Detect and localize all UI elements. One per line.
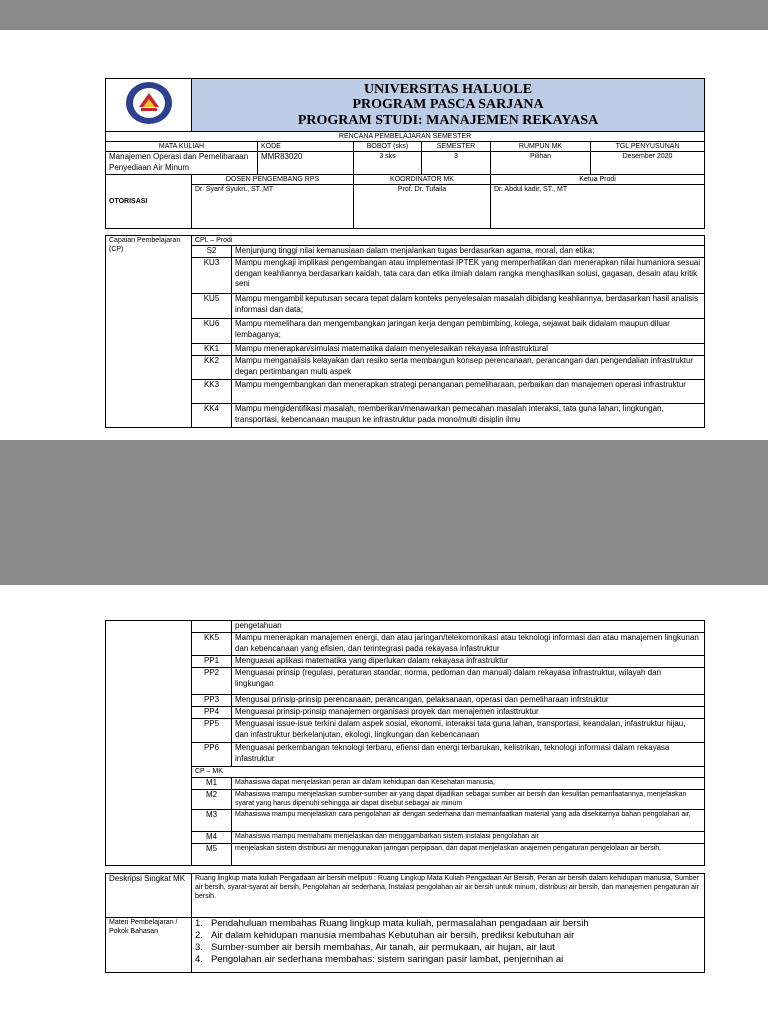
cpl-code: PP6	[192, 743, 232, 767]
header-title-cell	[192, 79, 705, 132]
cpl-code: PP5	[192, 719, 232, 743]
program-name: PROGRAM PASCA SARJANA	[352, 97, 544, 113]
cpmk-code: M3	[192, 810, 232, 832]
cpmk-heading: CP – MK	[192, 767, 705, 778]
cpl-text: Menguasai perkembangan teknologi terbaru, efiensi dan energi terbarukan, kelistrikan, teknologi informasi dalam rekayasa infastruktur	[232, 743, 705, 767]
course-header-rumpun: RUMPUN MK	[491, 142, 591, 152]
cpl-text: Menguasai issue-isue terkini dalam aspek sosial, ekonomi, interaksi tata guna lahan, transportasi, keandalan, infastruktur hijau, dan infastruktur berkelanjutan, ekologi, lingkungan dan kebencanaan	[232, 719, 705, 743]
cpmk-code: M5	[192, 843, 232, 865]
cpl-code: KK4	[192, 404, 232, 428]
study-program-name: PROGRAM STUDI: MANAJEMEN REKAYASA	[297, 112, 599, 128]
cpl-text: Mampu mengambil keputusan secara tepat dalam konteks penyelesaian masalah dibidang keahliannya, berdasarkan hasil analisis informasi dan data;	[232, 294, 705, 319]
auth-name-koordinator: Prof. Dr. Tufaila	[354, 185, 491, 229]
university-logo	[125, 81, 173, 125]
cpmk-text: Mahasiswa mampu menjelaskan cara pengolahan air dengan sederhana dan memanfaatkan material yang ada disekitarnya bahan pengolahan air,	[232, 810, 705, 832]
cpl-text: Mampu mengidentifikasi masalah, memberikan/menawarkan pemecahan masalah interaksi, tata guna lahan, lingkungan, transportasi, kebencanaan maupun ke infrastruktur pada mono/multi disiplin ilmu	[232, 404, 705, 428]
cpl-text: Mengusai prinsip-prinsip perencanaan, perancangan, pelaksanaan, operasi dan pemeliharaan infrstruktur	[232, 695, 705, 707]
cpmk-code: M2	[192, 790, 232, 810]
cpl-code: KK5	[192, 633, 232, 656]
cpmk-text: menjelaskan sistem distribusi air menggunakan jaringan perpipaan, dan dapat menjelaskan anajemen pengaturan pengelolaan air bersih.	[232, 843, 705, 865]
cpmk-text: Mahasiswa mampu menjelaskan sumber-sumber air yang dapat dijadikan sebagai sumber air bersih dan kesulitan pemanfaatannya, menjelaskan syarat yang harus dipenuhi sehingga air dapat disebut sebagai air minum	[232, 790, 705, 810]
rps-title: RENCANA PEMBELAJARAN SEMESTER	[106, 132, 705, 142]
cpl-code: KU3	[192, 258, 232, 294]
course-semester: 3	[422, 152, 491, 175]
logo-cell	[106, 79, 192, 132]
cpl-code: S2	[192, 246, 232, 258]
materi-list	[192, 918, 705, 973]
cpl-code-empty	[192, 621, 232, 633]
university-name: UNIVERSITAS HALUOLE	[363, 81, 533, 97]
auth-name-dosen: Dr. Syarif Syukri., ST.,MT	[192, 185, 354, 229]
auth-header-kaprodi: Ketua Prodi	[491, 175, 705, 185]
cpl-code: KU6	[192, 319, 232, 344]
cpl-code: KK1	[192, 344, 232, 356]
cpl-text: Mampu mengkaji implikasi pengembangan atau implementasi IPTEK yang memperhatikan dan menerapkan nilai humaniora sesuai dengan keahliannya berdasarkan kaidah, tata cara dan etika ilmiah dalam rangka menghasilkan solusi, gagasan, desain atau kritik seni	[232, 258, 705, 294]
cp-table-page2	[105, 620, 705, 866]
course-sks: 3 sks	[354, 152, 422, 175]
cpl-text: Mampu menerapkan/simulasi matematika dalam menyelesaikan rekayasa infrastruktural	[232, 344, 705, 356]
course-code: MMR83020	[258, 152, 354, 175]
materi-item: 3. Sumber-sumber air bersih membahas, Air tanah, air permukaan, air hujan, air laut	[195, 942, 555, 953]
cpl-code: KU5	[192, 294, 232, 319]
cp-label: Capaian Pembelajaran (CP)	[106, 236, 192, 428]
cpl-code: KK3	[192, 380, 232, 404]
course-rumpun: Pilihan	[491, 152, 591, 175]
course-header-bobot: BOBOT (sks)	[354, 142, 422, 152]
cpl-text: Mampu memelihara dan mengembangkan jaringan kerja dengan pembimbing, kolega, sejawat baik didalam maupun diluar lembaganya;	[232, 319, 705, 344]
course-header-mata-kuliah: MATA KULIAH	[106, 142, 258, 152]
cpl-code: PP4	[192, 707, 232, 719]
cpmk-text: Mahasiswa mampu memahami menjelaskan dan menggambarkan sistem instalasi pengolahan air	[232, 832, 705, 844]
cpl-text: Mampu mengembangkan dan menerapkan strategi penanganan pemeliharaan, perbaikan dan manajemen operasi infrastruktur	[232, 380, 705, 404]
document-page-1	[0, 30, 768, 440]
description-text: Ruang lingkup mata kuliah Pengadaan air bersih meliputi : Ruang Lingkup Mata Kuliah Pengadaan Air Bersih, Peran air bersih dalam kehidupan manusia, Sumber air bersih, syarat-syarat air bersih, Pengolahan air sederhana, Instalasi pengolahan air air bersih untuk minum, distribusi air bersih, dan manajemen pengaturan air bersih.	[192, 874, 705, 918]
course-header-semester: SEMESTER	[422, 142, 491, 152]
cpmk-code: M4	[192, 832, 232, 844]
cpl-code: PP3	[192, 695, 232, 707]
materi-item: 2. Air dalam kehidupan manusia membahas Kebutuhan air bersih, prediksi kebutuhan air	[195, 930, 575, 941]
document-page-2	[0, 585, 768, 1024]
cp-table-page1	[105, 235, 705, 428]
cpl-text: Menguasai aplikasi matematika yang diperlukan dalam rekayasa infrastruktur	[232, 656, 705, 668]
cpl-code: PP1	[192, 656, 232, 668]
auth-name-kaprodi: Dr. Abdul kadir, ST., MT	[491, 185, 705, 229]
rps-header-table	[105, 78, 705, 229]
cpl-text: Menguasai prinsip-prinsip manajemen organisasi proyek dan menajemen infasttruktur	[232, 707, 705, 719]
course-date: Desember 2020	[591, 152, 705, 175]
description-label: Deskripsi Singkat MK	[106, 874, 192, 918]
cpl-text: Menguasai prinsip (regulasi, peraturan standar, norma, pedoman dan manual) dalam rekayasa infrastruktur, wilayah dan lingkungan	[232, 668, 705, 695]
materi-label: Materi Pembelajaran / Pokok Bahasan	[106, 918, 192, 973]
cp-label-continued	[106, 621, 192, 866]
cpl-text: Mampu menganalisis kelayakan dan resiko serta membangun konsep perencanaan, perancangan dan pengendalian infrastruktur degan pertimbangan multi aspek	[232, 356, 705, 380]
course-header-kode: KODE	[258, 142, 354, 152]
cpmk-text: Mahasiswa dapat menjelaskan peran air dalam kehidupan dan Kesehatan manusia,	[232, 778, 705, 790]
otorisasi-label: OTORISASI	[106, 175, 192, 229]
course-name: Manajemen Operasi dan Pemeliharaan Penyediaan Air Minum	[106, 152, 258, 175]
auth-header-koordinator: KOORDINATOR MK	[354, 175, 491, 185]
description-table	[105, 873, 705, 973]
cpl-code: PP2	[192, 668, 232, 695]
materi-item: 1. Pendahuluan membahas Ruang lingkup mata kuliah, permasalahan pengadaan air bersih	[195, 918, 589, 929]
cpl-code: KK2	[192, 356, 232, 380]
auth-header-dosen: DOSEN PENGEMBANG RPS	[192, 175, 354, 185]
materi-item: 4. Pengolahan air sederhana membahas: sistem saringan pasir lambat, penjernihan ai	[195, 954, 564, 965]
kk4-continuation: pengetahuan	[232, 621, 705, 633]
cpl-text: Menjunjung tinggi nilai kemanusiaan dalam menjalankan tugas berdasarkan agama, moral, dan etika;	[232, 246, 705, 258]
cpl-heading: CPL – Prodi	[192, 236, 705, 246]
cpl-text: Mampu menerapkan manajemen energi, dan atau jaringan/telekomonikasi atau teknologi informasi dan atau manajemen lingkunan dan kebencanaan yang efisien, dan terintegrasi pada rekayasa infastruktur	[232, 633, 705, 656]
cpmk-code: M1	[192, 778, 232, 790]
course-header-tgl: TGL PENYUSUNAN	[591, 142, 705, 152]
